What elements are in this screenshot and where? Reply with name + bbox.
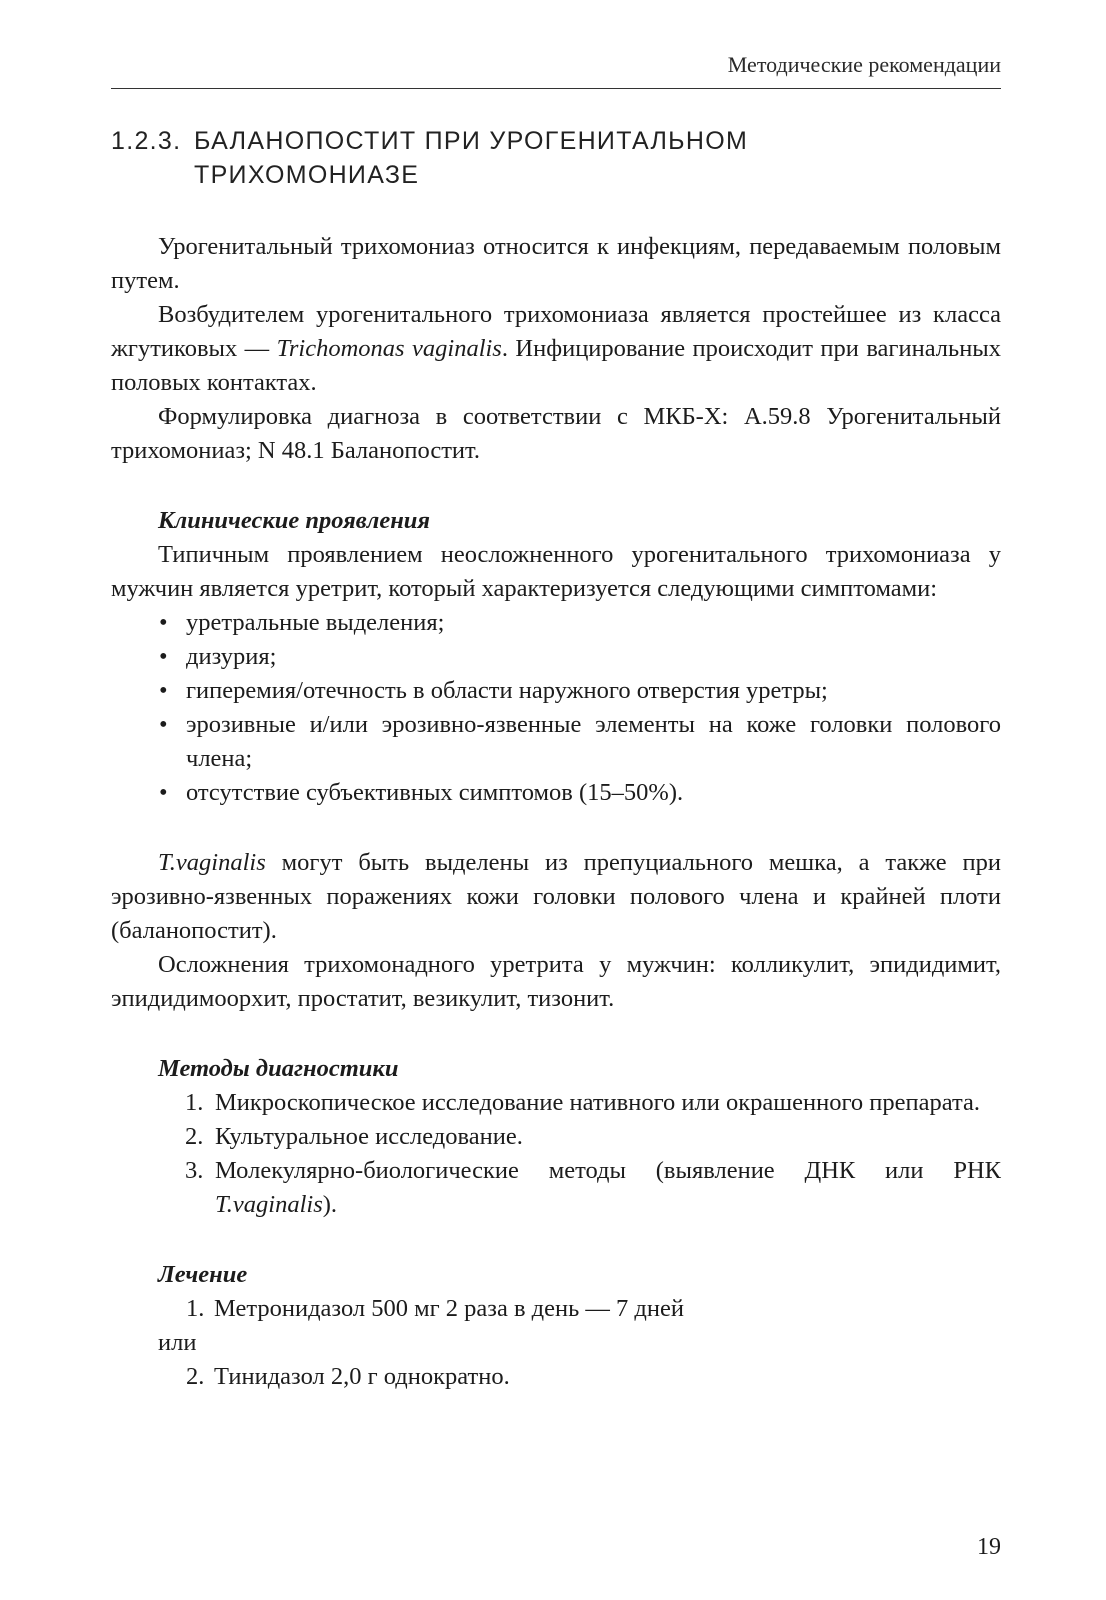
item-number: 2. [185,1123,204,1150]
tv-paragraph [111,846,1001,948]
treatment-heading: Лечение [158,1261,248,1288]
symptom-text: эрозивные и/или эрозивно-язвенные элементы на коже головки полового члена; [186,711,1001,772]
complications-paragraph: Осложнения трихомонадного уретрита у мужчин: колликулит, эпидидимит, эпидидимоорхит, простатит, везикулит, тизонит. [111,951,1001,1012]
item-text: Культуральное исследование. [215,1123,523,1150]
intro-p2-text-end: . Инфицирование происходит при вагинальных половых контактах. [111,335,1002,396]
symptom-text: отсутствие субъективных симптомов (15–50%). [186,779,684,806]
bullet-icon: • [159,779,168,806]
list-item [185,1120,1001,1154]
list-item [159,776,1001,810]
symptom-text: гиперемия/отечность в области наружного отверстия уретры; [186,677,828,704]
intro-paragraph-2 [111,298,1001,400]
item-text: Молекулярно-биологические методы (выявление ДНК или РНК [215,1157,1001,1184]
symptom-text: дизурия; [186,643,277,670]
bullet-icon: • [159,711,168,738]
treatment-item-2 [111,1360,1001,1394]
clinical-intro: Типичным проявлением неосложненного урогенитального трихомониаза у мужчин является уретрит, который характеризуется следующими симптомами: [111,541,1001,602]
list-item [185,1154,1001,1222]
treatment-or: или [158,1329,197,1356]
body-text [111,230,1001,1394]
intro-paragraph-3: Формулировка диагноза в соответствии с МКБ-Х: А.59.8 Урогенитальный трихомониаз; N 48.1 Баланопостит. [111,403,1001,464]
list-item [159,674,1001,708]
item-text: Микроскопическое исследование нативного или окрашенного препарата. [215,1089,981,1116]
section-title-line1: БАЛАНОПОСТИТ ПРИ УРОГЕНИТАЛЬНОМ [194,127,749,155]
item-number: 1. [185,1089,204,1116]
symptom-text: уретральные выделения; [186,609,445,636]
treatment-item-1 [111,1292,1001,1326]
section-number: 1.2.3. [111,127,182,155]
bullet-icon: • [159,677,168,704]
pathogen-name: T.vaginalis [158,849,266,876]
clinical-heading: Клинические проявления [158,507,431,534]
pathogen-name: Trichomonas vaginalis [276,335,502,362]
intro-p2-text: Возбудителем урогенитального трихомониаза является простейшее из класса жгутиковых — [111,301,1001,362]
pathogen-name: T.vaginalis [215,1191,323,1218]
bullet-icon: • [159,609,168,636]
bullet-icon: • [159,643,168,670]
item-text-end: ). [322,1191,338,1218]
diagnostics-list [111,1086,1001,1222]
intro-paragraph-1: Урогенитальный трихомониаз относится к инфекциям, передаваемым половым путем. [111,233,1001,294]
tv-paragraph-text: могут быть выделены из препуциального мешка, а также при эрозивно-язвенных поражениях кожи головки полового члена и крайней плоти (баланопостит). [111,849,1001,944]
header-rule [111,88,1001,89]
section-title-line2: ТРИХОМОНИАЗЕ [194,161,420,189]
symptoms-list [111,606,1001,810]
item-number: 2. [186,1363,205,1390]
list-item [185,1086,1001,1120]
list-item [159,606,1001,640]
page-number: 19 [977,1534,1001,1560]
item-text: Тинидазол 2,0 г однократно. [214,1363,510,1390]
running-header: Методические рекомендации [727,52,1001,77]
item-number: 1. [186,1295,205,1322]
item-number: 3. [185,1157,204,1184]
diagnostics-heading: Методы диагностики [158,1055,399,1082]
item-text: Метронидазол 500 мг 2 раза в день — 7 дней [214,1295,684,1322]
list-item [159,708,1001,776]
list-item [159,640,1001,674]
